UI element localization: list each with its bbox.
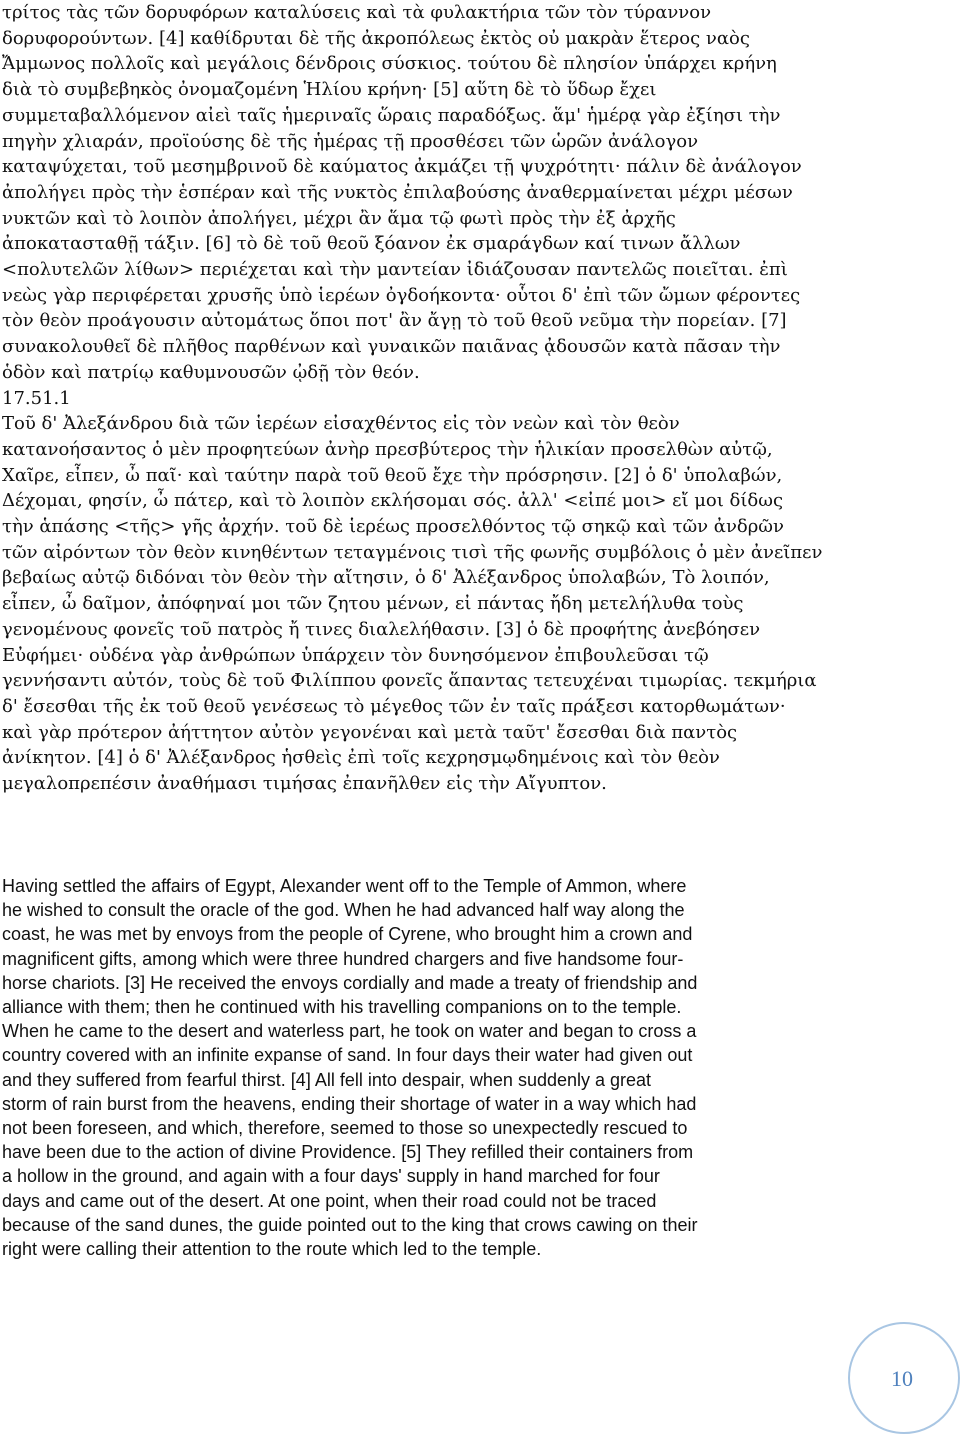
- greek-line: καὶ γὰρ πρότερον ἀήττητον αὐτὸν γεγονέναι καὶ μετὰ ταῦτ' ἔσεσθαι διὰ παντὸς: [2, 721, 738, 743]
- greek-line: βεβαίως αὐτῷ διδόναι τὸν θεὸν τὴν αἴτησιν, ὁ δ' Ἀλέξανδρος ὑπολαβών, Τὸ λοιπόν,: [2, 567, 770, 589]
- greek-line: γενομένους φονεῖς τοῦ πατρὸς ἤ τινες διαλελήθασιν. [3] ὁ δὲ προφήτης ἀνεβόησεν: [2, 618, 761, 640]
- greek-line: <πολυτελῶν λίθων> περιέχεται καὶ τὴν μαντείαν ἰδιάζουσαν παντελῶς ποιεῖται. ἐπὶ: [2, 259, 788, 281]
- english-line: and they suffered from fearful thirst. [4] All fell into despair, when suddenly a great: [2, 1069, 652, 1090]
- greek-line: τὴν ἁπάσης <τῆς> γῆς ἀρχήν. τοῦ δὲ ἱερέως προσελθόντος τῷ σηκῷ καὶ τῶν ἀνδρῶν: [2, 516, 784, 538]
- greek-line: νυκτῶν καὶ τὸ λοιπὸν ἀπολήγει, μέχρι ἂν ἅμα τῷ φωτὶ πρὸς τὴν ἐξ ἀρχῆς: [2, 207, 676, 229]
- greek-line: τρίτος τὰς τῶν δορυφόρων καταλύσεις καὶ τὰ φυλακτήρια τῶν τὸν τύραννον: [2, 2, 712, 23]
- greek-line: Τοῦ δ' Ἀλεξάνδρου διὰ τῶν ἱερέων εἰσαχθέντος εἰς τὸν νεὼν καὶ τὸν θεὸν: [2, 413, 680, 435]
- english-translation-block: [2, 874, 830, 1261]
- english-line: right were calling their attention to the route which led to the temple.: [2, 1239, 542, 1260]
- greek-line: Χαῖρε, εἶπεν, ὦ παῖ· καὶ ταύτην παρὰ τοῦ θεοῦ ἔχε τὴν πρόσρησιν. [2] ὁ δ' ὑπολαβών,: [2, 464, 783, 486]
- english-line: Having settled the affairs of Egypt, Alexander went off to the Temple of Ammon, where: [2, 876, 687, 896]
- greek-line: διὰ τὸ συμβεβηκὸς ὀνομαζομένη Ἡλίου κρήνη· [5] αὕτη δὲ τὸ ὕδωρ ἔχει: [2, 79, 657, 101]
- greek-line: εἶπεν, ὦ δαῖμον, ἀπόφηναί μοι τῶν ζητου μένων, εἰ πάντας ἤδη μετελήλυθα τοὺς: [2, 593, 744, 615]
- english-line: country covered with an infinite expanse of sand. In four days their water had given out: [2, 1045, 693, 1066]
- greek-line: ἀπολήγει πρὸς τὴν ἑσπέραν καὶ τῆς νυκτὸς ἐπιλαβούσης ἀναθερμαίνεται μέχρι μέσων: [2, 181, 793, 203]
- page-number-badge: [848, 1322, 960, 1434]
- greek-line: τῶν αἰρόντων τὸν θεὸν κινηθέντων τεταγμένοις τισὶ τῆς φωνῆς συμβόλοις ὁ μὲν ἀνεῖπεν: [2, 541, 823, 563]
- greek-line: μεγαλοπρεπέσιν ἀναθήμασι τιμήσας ἐπανῆλθεν εἰς τὴν Αἴγυπτον.: [2, 773, 607, 795]
- english-line: a hollow in the ground, and again with a four days' supply in hand marched for four: [2, 1166, 660, 1187]
- greek-line: καταψύχεται, τοῦ μεσημβρινοῦ δὲ καύματος ἀκμάζει τῇ ψυχρότητι· πάλιν δὲ ἀνάλογον: [2, 156, 802, 178]
- greek-line: ὁδὸν καὶ πατρίῳ καθυμνουσῶν ᾠδῇ τὸν θεόν.: [2, 361, 420, 383]
- greek-line: νεὼς γὰρ περιφέρεται χρυσῆς ὑπὸ ἱερέων ὀγδοήκοντα· οὗτοι δ' ἐπὶ τῶν ὤμων φέροντες: [2, 284, 801, 306]
- greek-line: γεννήσαντι αὐτόν, τοὺς δὲ τοῦ Φιλίππου φονεῖς ἅπαντας τετευχέναι τιμωρίας. τεκμήρια: [2, 670, 817, 692]
- english-line: storm of rain burst from the heavens, ending their shortage of water in a way which had: [2, 1093, 697, 1114]
- greek-text-block: [2, 0, 822, 797]
- english-line: magnificent gifts, among which were three hundred chargers and five handsome four-: [2, 948, 684, 969]
- english-line: horse chariots. [3] He received the envoys cordially and made a treaty of friendship and: [2, 972, 698, 993]
- greek-line: Δέχομαι, φησίν, ὦ πάτερ, καὶ τὸ λοιπὸν εκλήσομαι σός. ἀλλ' <εἰπέ μοι> εἴ μοι δίδως: [2, 490, 784, 512]
- page-number: 10: [891, 1366, 913, 1391]
- english-line: days and came out of the desert. At one point, when their road could not be traced: [2, 1190, 657, 1211]
- greek-line: Ἄμμωνος πολλοῖς καὶ μεγάλοις δένδροις σύσκιος. τούτου δὲ πλησίον ὑπάρχει κρήνη: [2, 53, 777, 75]
- greek-line: συμμεταβαλλόμενον αἰεὶ ταῖς ἡμεριναῖς ὥραις παραδόξως. ἅμ' ἡμέρᾳ γὰρ ἐξίησι τὴν: [2, 104, 781, 126]
- english-line: alliance with them; then he continued with his travelling companions on to the temple.: [2, 997, 682, 1018]
- section-reference: 17.51.1: [2, 387, 71, 409]
- english-line: he wished to consult the oracle of the god. When he had advanced half way along the: [2, 900, 685, 921]
- greek-line: δορυφορούντων. [4] καθίδρυται δὲ τῆς ἀκροπόλεως ἐκτὸς οὐ μακρὰν ἕτερος ναὸς: [2, 27, 750, 49]
- greek-line: τὸν θεὸν προάγουσιν αὐτομάτως ὅποι ποτ' ἂν ἄγῃ τὸ τοῦ θεοῦ νεῦμα τὴν πορείαν. [7]: [2, 310, 787, 332]
- english-line: When he came to the desert and waterless part, he took on water and began to cross a: [2, 1021, 697, 1042]
- greek-line: πηγὴν χλιαράν, προϊούσης δὲ τῆς ἡμέρας τῇ προσθέσει τῶν ὡρῶν ἀνάλογον: [2, 130, 699, 152]
- english-line: not been foreseen, and which, therefore, seemed to those so unexpectedly rescued to: [2, 1118, 688, 1139]
- greek-line: κατανοήσαντος ὁ μὲν προφητεύων ἀνὴρ πρεσβύτερος τὴν ἡλικίαν προσελθὼν αὐτῷ,: [2, 438, 773, 460]
- greek-line: δ' ἔσεσθαι τῆς ἐκ τοῦ θεοῦ γενέσεως τὸ μέγεθος τῶν ἐν ταῖς πράξεσι κατορθωμάτων·: [2, 695, 786, 717]
- greek-line: ἀνίκητον. [4] ὁ δ' Ἀλέξανδρος ἡσθεὶς ἐπὶ τοῖς κεχρησμῳδημένοις καὶ τὸν θεὸν: [2, 747, 720, 769]
- english-line: because of the sand dunes, the guide pointed out to the king that crows cawing on their: [2, 1214, 698, 1235]
- english-line: have been due to the action of divine Providence. [5] They refilled their containers from: [2, 1142, 694, 1163]
- greek-line: Εὐφήμει· οὐδένα γὰρ ἀνθρώπων ὑπάρχειν τὸν δυνησόμενον ἐπιβουλεῦσαι τῷ: [2, 644, 709, 666]
- english-line: coast, he was met by envoys from the people of Cyrene, who brought him a crown and: [2, 924, 693, 945]
- greek-line: συνακολουθεῖ δὲ πλῆθος παρθένων καὶ γυναικῶν παιᾶνας ᾀδουσῶν κατὰ πᾶσαν τὴν: [2, 336, 781, 358]
- greek-line: ἀποκατασταθῇ τάξιν. [6] τὸ δὲ τοῦ θεοῦ ξόανον ἐκ σμαράγδων καί τινων ἄλλων: [2, 233, 741, 255]
